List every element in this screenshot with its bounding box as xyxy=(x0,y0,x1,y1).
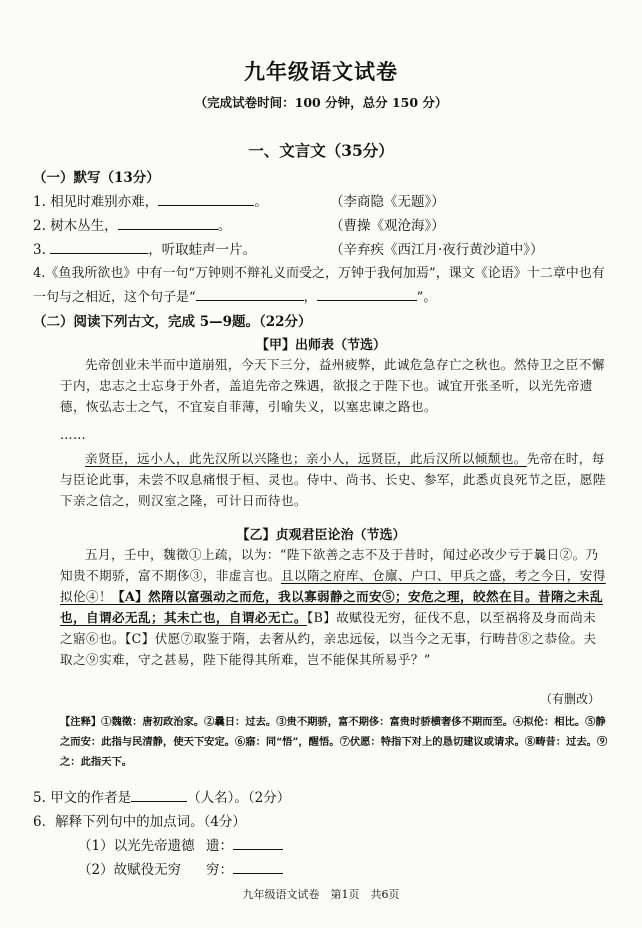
q6-item-2-label: （2）故赋役无穷 xyxy=(78,862,182,878)
question-4-line1: 4.《鱼我所欲也》中有一句“万钟则不辩礼义而受之，万钟于我何加焉”，课文《论语》十二章中也有 xyxy=(33,266,605,281)
q2-num: 2. xyxy=(33,218,46,234)
part1-heading: （一）默写（13分） xyxy=(33,170,160,186)
q1-blank[interactable] xyxy=(158,191,254,206)
q3-text: ，听取蛙声一片。 xyxy=(148,242,257,258)
q2-blank[interactable] xyxy=(118,215,218,230)
question-2 xyxy=(33,214,231,234)
passage-ellipsis: …… xyxy=(60,427,86,442)
q1-end: 。 xyxy=(254,194,268,210)
q6-item-2-answer xyxy=(206,858,283,878)
q1-text: 相见时难别亦难， xyxy=(50,194,159,210)
passage-jia-title: 【甲】出师表（节选） xyxy=(255,338,386,353)
q6-item-1 xyxy=(78,834,195,854)
question-6-heading: 6．解释下列句中的加点词。（4分） xyxy=(33,814,246,830)
section-title: 一、文言文（35分） xyxy=(248,141,394,160)
q1-num: 1. xyxy=(33,194,46,210)
passage-jia-p2 xyxy=(60,448,608,511)
yi-text-a: 五月，壬中，魏徵①上疏，以为：“陛下欲善之志不及于昔时，闻过必改少亏于曩日②。乃知贵不期骄，富不期侈③，非虚言也。 xyxy=(60,547,599,583)
passage-source: （有删改） xyxy=(540,692,601,706)
q4-sep: ， xyxy=(303,290,317,305)
q2-source: （曹操《观沧海》） xyxy=(330,218,445,234)
q1-source: （李商隐《无题》） xyxy=(330,194,445,210)
page-footer: 九年级语文试卷 第1页 共6页 xyxy=(242,888,400,901)
q6-item-1-answer xyxy=(206,834,283,854)
passage-yi xyxy=(60,544,608,670)
yi-underlined-1: 且以隋之府库、仓廪、户口、甲兵之盛，考之今日，安得拟伦④！ xyxy=(60,568,606,604)
q3-source: （辛弃疾《西江月·夜行黄沙道中》） xyxy=(330,242,544,258)
q3-blank[interactable] xyxy=(50,239,148,254)
q2-text: 树木丛生， xyxy=(50,218,118,234)
q6-item-1-blank[interactable] xyxy=(233,835,283,850)
yi-text-b: 【B】故赋役无穷，征伐不息，以至祸将及身而尚未之寤⑥也。【C】伏愿⑦取鉴于隋，去奢从约，亲忠远佞，以当今之无事，行畴昔⑧之恭俭。夫取之⑨实难，守之甚易，陛下能得其所难，岂不能保其所易乎？” xyxy=(60,610,597,667)
q5-blank[interactable] xyxy=(131,787,187,802)
q5-text: 甲文的作者是 xyxy=(50,790,132,806)
exam-title: 九年级语文试卷 xyxy=(244,59,398,84)
q6-item-2-word: 穷： xyxy=(206,862,233,878)
q5-end: （人名）。（2分） xyxy=(187,790,291,806)
q4-end: ”。 xyxy=(416,290,437,305)
q4-blank-2[interactable] xyxy=(317,286,417,301)
exam-subtitle: （完成试卷时间：100 分钟，总分 150 分） xyxy=(194,95,448,110)
jia-p2-rest: 先帝在时，每与臣论此事，未尝不叹息痛恨于桓、灵也。侍中、尚书、长史、参军，此悉贞良死节之臣，愿陛下亲之信之，则汉室之隆，可计日而待也。 xyxy=(60,451,606,508)
q3-num: 3. xyxy=(33,242,46,258)
yi-underlined-2: 【A】然隋以富强动之而危，我以寡弱静之而安⑤；安危之理，皎然在目。昔隋之未乱也，自谓必无乱；其未亡也，自谓必无亡。 xyxy=(60,589,603,625)
passage-jia-p1 xyxy=(60,354,608,417)
q4-text: 一句与之相近，这个句子是“ xyxy=(33,290,196,305)
q6-item-2-blank[interactable] xyxy=(233,859,283,874)
q6-item-2 xyxy=(78,858,181,878)
q4-blank-1[interactable] xyxy=(196,286,304,301)
question-5 xyxy=(33,786,290,806)
part2-heading: （二）阅读下列古文，完成 5—9题。（22分） xyxy=(33,314,312,330)
q5-num: 5. xyxy=(33,790,46,806)
q2-end: 。 xyxy=(217,218,232,234)
q6-item-1-word: 遗： xyxy=(206,838,233,854)
jia-p2-underlined: 亲贤臣，远小人，此先汉所以兴隆也；亲小人，远贤臣，此后汉所以倾颓也。 xyxy=(85,451,527,466)
annotations: 【注释】①魏徵：唐初政治家。②曩日：过去。③贵不期骄，富不期侈：富贵时骄横奢侈不期而至。④拟伦：相比。⑤静之而安：此指与民清静，使天下安定。⑥寤：同“悟”，醒悟。⑦伏愿：特指下对上的恳切建议或请求。⑧畴昔：过去。⑨之：此指天下。 xyxy=(60,716,608,768)
question-4-line2 xyxy=(33,286,436,305)
jia-p1-text: 先帝创业未半而中道崩殂，今天下三分，益州疲弊，此诚危急存亡之秋也。然侍卫之臣不懈于内，忠志之士忘身于外者，盖追先帝之殊遇，欲报之于陛下也。诚宜开张圣听，以光先帝遗德，恢弘志士之气，不宜妄自菲薄，引喻失义，以塞忠谏之路也。 xyxy=(60,357,605,414)
question-3 xyxy=(33,238,256,258)
passage-yi-title: 【乙】贞观君臣论治（节选） xyxy=(236,528,406,543)
q6-item-1-label: （1）以光先帝遗德 xyxy=(78,838,195,854)
question-1 xyxy=(33,190,268,210)
